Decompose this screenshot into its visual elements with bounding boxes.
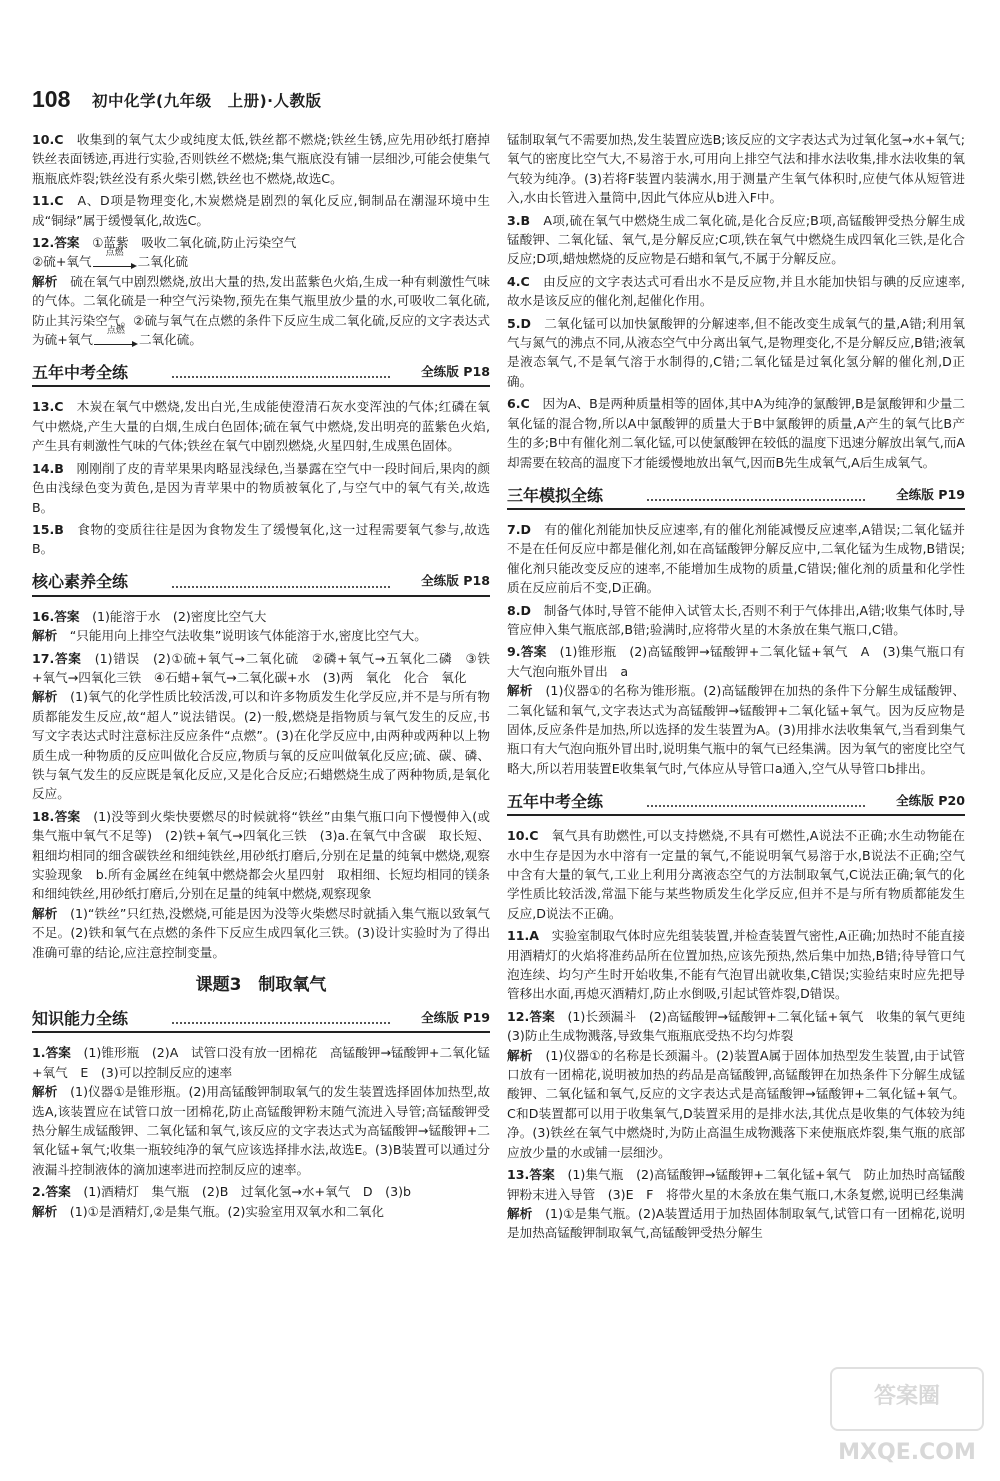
section-header: 知识能力全练 全练版 P19 xyxy=(32,1005,490,1033)
answer-13b: 13.答案 (1)集气瓶 (2)高锰酸钾→锰酸钾+二氧化锰+氧气 防止加热时高锰酸钾粉末进入导管 (3)E F 将带火星的木条放在集气瓶口,木条复燃,说明已经集满 解析 (1)①是集气瓶。(2)A装置适用于加热固体制取氧气,试管口有一团棉花,说明是加热高锰酸钾制取氧气,高锰酸钾受热分解生 xyxy=(507,1167,966,1241)
right-column xyxy=(507,130,978,1246)
left-column xyxy=(32,130,490,1224)
answer-11: 11.C A、D项是物理变化,木炭燃烧是剧烈的氧化反应,铜制品在潮湿环境中生成“铜绿”属于缓慢氧化,故选C。 xyxy=(32,193,490,228)
answer-8: 8.D 制备气体时,导管不能伸入试管太长,否则不利于气体排出,A错;收集气体时,导管应伸入集气瓶底部,B错;验满时,应将带火星的木条放在集气瓶口,C错。 xyxy=(507,602,966,637)
answer-16: 16.答案 (1)能溶于水 (2)密度比空气大 解析 “只能用向上排空气法收集”说明该气体能溶于水,密度比空气大。 xyxy=(32,608,427,644)
answer-14: 14.B 刚刚削了皮的青苹果果肉略显浅绿色,当暴露在空气中一段时间后,果肉的颜色由浅绿色变为黄色,是因为青苹果中的物质被氧化了,与空气中的氧气有关,故选B。 xyxy=(32,460,491,515)
answer-15: 15.B 食物的变质往往是因为食物发生了缓慢氧化,这一过程需要氧气参与,故选B。 xyxy=(32,521,490,557)
lesson-title: 课题3 制取氧气 xyxy=(195,975,327,996)
answer-18: 18.答案 (1)没等到火柴快要燃尽的时候就将“铁丝”由集气瓶口向下慢慢伸入(或集气瓶中氧气不足等) (2)铁+氧气→四氧化三铁 (3)a.在氧气中含碳 取长短、粗细均相同的细含碳铁丝和细纯铁丝,用砂纸打磨后,分别在足量的纯氧中燃烧,观察实验现象 b.所有金属丝在纯氧中燃烧都会火星四射 取相细、长短均相同的镁条和细纯铁丝,用砂纸打磨后,分别在足量的纯氧中燃烧,观察现象 解析 (1)“铁丝”只红热,没燃烧,可能是因为没等火柴燃尽时就插入集气瓶以致氧气不足。(2)铁和氧气在点燃的条件下反应生成四氧化三铁。(3)设计实验时为了得出准确可靠的结论,应注意控制变量。 xyxy=(32,808,491,960)
answer-13: 13.C 木炭在氧气中燃烧,发出白光,生成能使澄清石灰水变浑浊的气体;红磷在氧气中燃烧,产生大量的白烟,生成白色固体;硫在氧气中燃烧,发出明亮的蓝紫色火焰,产生具有刺激性气味的气体;铁丝在氧气中剧烈燃烧,火星四射,生成黑色固体。 xyxy=(32,399,491,454)
answer-3: 3.B A项,硫在氧气中燃烧生成二氧化硫,是化合反应;B项,高锰酸钾受热分解生成锰酸钾、二氧化锰、氧气,是分解反应;C项,铁在氧气中燃烧生成四氧化三铁,是化合反应;D项,蜡烛燃烧的反应物是石蜡和氧气,不属于分解反应。 xyxy=(507,212,965,267)
page-number: 108 xyxy=(32,86,71,112)
answer-12: 12.答案 ①蓝紫 吸收二氧化硫,防止污染空气 ②硫+氧气 点燃 二氧化硫 解析 硫在氧气中剧烈燃烧,放出大量的热,发出蓝紫色火焰,生成一种有刺激性气味的气体。二氧化硫是一种空气污染物,预先在集气瓶里放少量的水,可吸收二氧化硫,防止其污染空气。②硫与氧气在点燃的条件下反应生成二氧化硫,反应的文字表达式为硫+氧气 点燃 二氧化硫。 xyxy=(32,235,490,348)
section-header: 五年中考全练 全练版 P20 xyxy=(507,788,965,816)
answer-12b: 12.答案 (1)长颈漏斗 (2)高锰酸钾→锰酸钾+二氧化锰+氧气 收集的氧气更纯 (3)防止生成物溅落,导致集气瓶瓶底受热不均匀炸裂 解析 (1)仪器①的名称是长颈漏斗。(2)装置A属于固体加热型发生装置,由于试管口放有一团棉花,说明被加热的药品是高锰酸钾,高锰酸钾在加热条件下分解生成锰酸钾、二氧化锰和氧气,反应的文字表达式是高锰酸钾→锰酸钾+二氧化锰+氧气。C和D装置都可以用于收集氧气,D装置采用的是排水法,其优点是收集的气体较为纯净。(3)铁丝在氧气中燃烧时,为防止高温生成物溅落下来使瓶底炸裂,集气瓶的底部应放少量的水或铺一层细沙。 xyxy=(507,1008,978,1160)
answer-4: 4.C 由反应的文字表达式可看出水不是反应物,并且水能加快铝与碘的反应速率,故水是该反应的催化剂,起催化作用。 xyxy=(507,273,966,309)
book-title: 初中化学(九年级 上册)·人教版 xyxy=(92,92,322,110)
answer-2-continued: 锰制取氧气不需要加热,发生装置应选B;该反应的文字表达式为过氧化氢→水+氧气;氧气的密度比空气大,不易溶于水,可用向上排空气法和排水法收集,排水法收集的氧气较为纯净。(3)若将F装置内装满水,用于测量产生氧气体积时,应使气体从短管进入,水由长管进入量筒中,因此气体应从b进入F中。 xyxy=(507,132,965,206)
reaction-arrow: 点燃 xyxy=(94,335,138,347)
answer-6: 6.C 因为A、B是两种质量相等的固体,其中A为纯净的氯酸钾,B是氯酸钾和少量二氧化锰的混合物,所以A中氯酸钾的质量大于B中氯酸钾的质量,A产生的氧气比B产生的多;B中有催化剂二氧化锰,可以使氯酸钾在较低的温度下迅速分解放出氧气,而A却需要在较高的温度下才能缓慢地放出氧气,因而B先生成氧气,A后生成氧气。 xyxy=(507,396,965,470)
answer-10b: 10.C 氧气具有助燃性,可以支持燃烧,不具有可燃性,A说法不正确;水生动物能在水中生存是因为水中溶有一定量的氧气,不能说明氧气易溶于水,B说法不正确;空气中含有大量的氧气,工业上利用分离液态空气的方法制取氧气,C说法正确;氧气的化学性质比较活泼,常温下能与某些物质发生化学反应,但并不是与所有物质都能发生反应,D说法不正确。 xyxy=(507,828,965,921)
answer-7: 7.D 有的催化剂能加快反应速率,有的催化剂能减慢反应速率,A错误;二氧化锰并不是在任何反应中都是催化剂,如在高锰酸钾分解反应中,二氧化锰为生成物,B错误;催化剂只能改变反应的速率,不能增加生成物的质量,C错误;催化剂的质量和化学性质在反应前后不变,D正确。 xyxy=(507,521,965,596)
answer-5: 5.D 二氧化锰可以加快氯酸钾的分解速率,但不能改变生成氧气的量,A错;利用氧气与氮气的沸点不同,从液态空气中分离出氧气,是物理变化,不是分解反应,B错;液氧是液态氧气,不是氧气溶于水制得的,C错;二氧化锰是过氧化氢分解的催化剂,D正确。 xyxy=(507,315,965,389)
answer-9: 9.答案 (1)锥形瓶 (2)高锰酸钾→锰酸钾+二氧化锰+氧气 A (3)集气瓶口有大气泡向瓶外冒出 a 解析 (1)仪器①的名称为锥形瓶。(2)高锰酸钾在加热的条件下分解生成锰酸钾、二氧化锰和氧气,文字表达式为高锰酸钾→锰酸钾+二氧化锰+氧气。因为反应物是固体,反应条件是加热,所以选择的发生装置为A。(3)用排水法收集氧气,当看到集气瓶口有大气泡向瓶外冒出时,说明集气瓶中的氧气已经集满。因为氧气的密度比空气略大,所以若用装置E收集氧气时,气体应从导管口a通入,空气从导管口b排出。 xyxy=(507,644,966,776)
answer-1: 1.答案 (1)锥形瓶 (2)A 试管口没有放一团棉花 高锰酸钾→锰酸钾+二氧化锰+氧气 E (3)可以控制反应的速率 解析 (1)仪器①是锥形瓶。(2)用高锰酸钾制取氧气的发生装置选择固体加热型,故选A,该装置应在试管口放一团棉花,防止高锰酸钾粉末随气流进入导管;高锰酸钾受热分解生成锰酸钾、二氧化锰和氧气,该反应的文字表达式为高锰酸钾→锰酸钾+二氧化锰+氧气;收集一瓶较纯净的氧气应该选择排水法,故选E。(3)B装置可以通过分液漏斗控制液体的滴加速率进而控制反应的速率。 xyxy=(32,1045,491,1177)
reaction-arrow: 点燃 xyxy=(93,257,137,269)
watermark-logo: 答案圈 MXQE.COM xyxy=(830,1367,984,1431)
answer-17: 17.答案 (1)错误 (2)①硫+氧气→二氧化硫 ②磷+氧气→五氧化二磷 ③铁+氧气→四氧化三铁 ④石蜡+氧气→二氧化碳+水 (3)两 氧化 化合 氧化 解析 (1)氧气的化学性质比较活泼,可以和许多物质发生化学反应,并不是与所有物质都能发生反应,故“超人”说法错误。(2)一般,燃烧是指物质与氧气发生的反应,书写文字表达式时注意标注反应条件“点燃”。(3)在化学反应中,由两种或两种以上物质生成一种物质的反应叫做化合反应,物质与氧的反应叫做氧化反应;硫、碳、磷、铁与氧气发生的反应既是氧化反应,又是化合反应;石蜡燃烧生成了两种物质,是氧化反应。 xyxy=(32,650,491,802)
answer-11b: 11.A 实验室制取气体时应先组装装置,并检查装置气密性,A正确;加热时不能直接用酒精灯的火焰将准药品所在位置加热,应该先预热,然后集中加热,B错;待导管口气泡连续、均匀产生时开始收集,不能有气泡冒出就收集,C错误;实验结束时应先把导管移出水面,再熄灭酒精灯,防止水倒吸,引起试管炸裂,D错误。 xyxy=(507,928,965,1002)
answer-2: 2.答案 (1)酒精灯 集气瓶 (2)B 过氧化氢→水+氧气 D (3)b 解析 (1)①是酒精灯,②是集气瓶。(2)实验室用双氧水和二氧化 xyxy=(32,1184,411,1219)
section-header: 五年中考全练 全练版 P18 xyxy=(32,359,490,387)
page-header xyxy=(32,86,972,116)
section-header: 三年模拟全练 全练版 P19 xyxy=(507,482,965,510)
answer-10: 10.C 收集到的氧气太少或纯度太低,铁丝都不燃烧;铁丝生锈,应先用砂纸打磨掉铁丝表面锈迹,再进行实验,否则铁丝不燃烧;集气瓶底没有铺一层细沙,可能会使集气瓶瓶底炸裂;铁丝没有系火柴引燃,铁丝也不燃烧,故选C。 xyxy=(32,132,491,186)
section-header: 核心素养全练 全练版 P18 xyxy=(32,569,490,597)
